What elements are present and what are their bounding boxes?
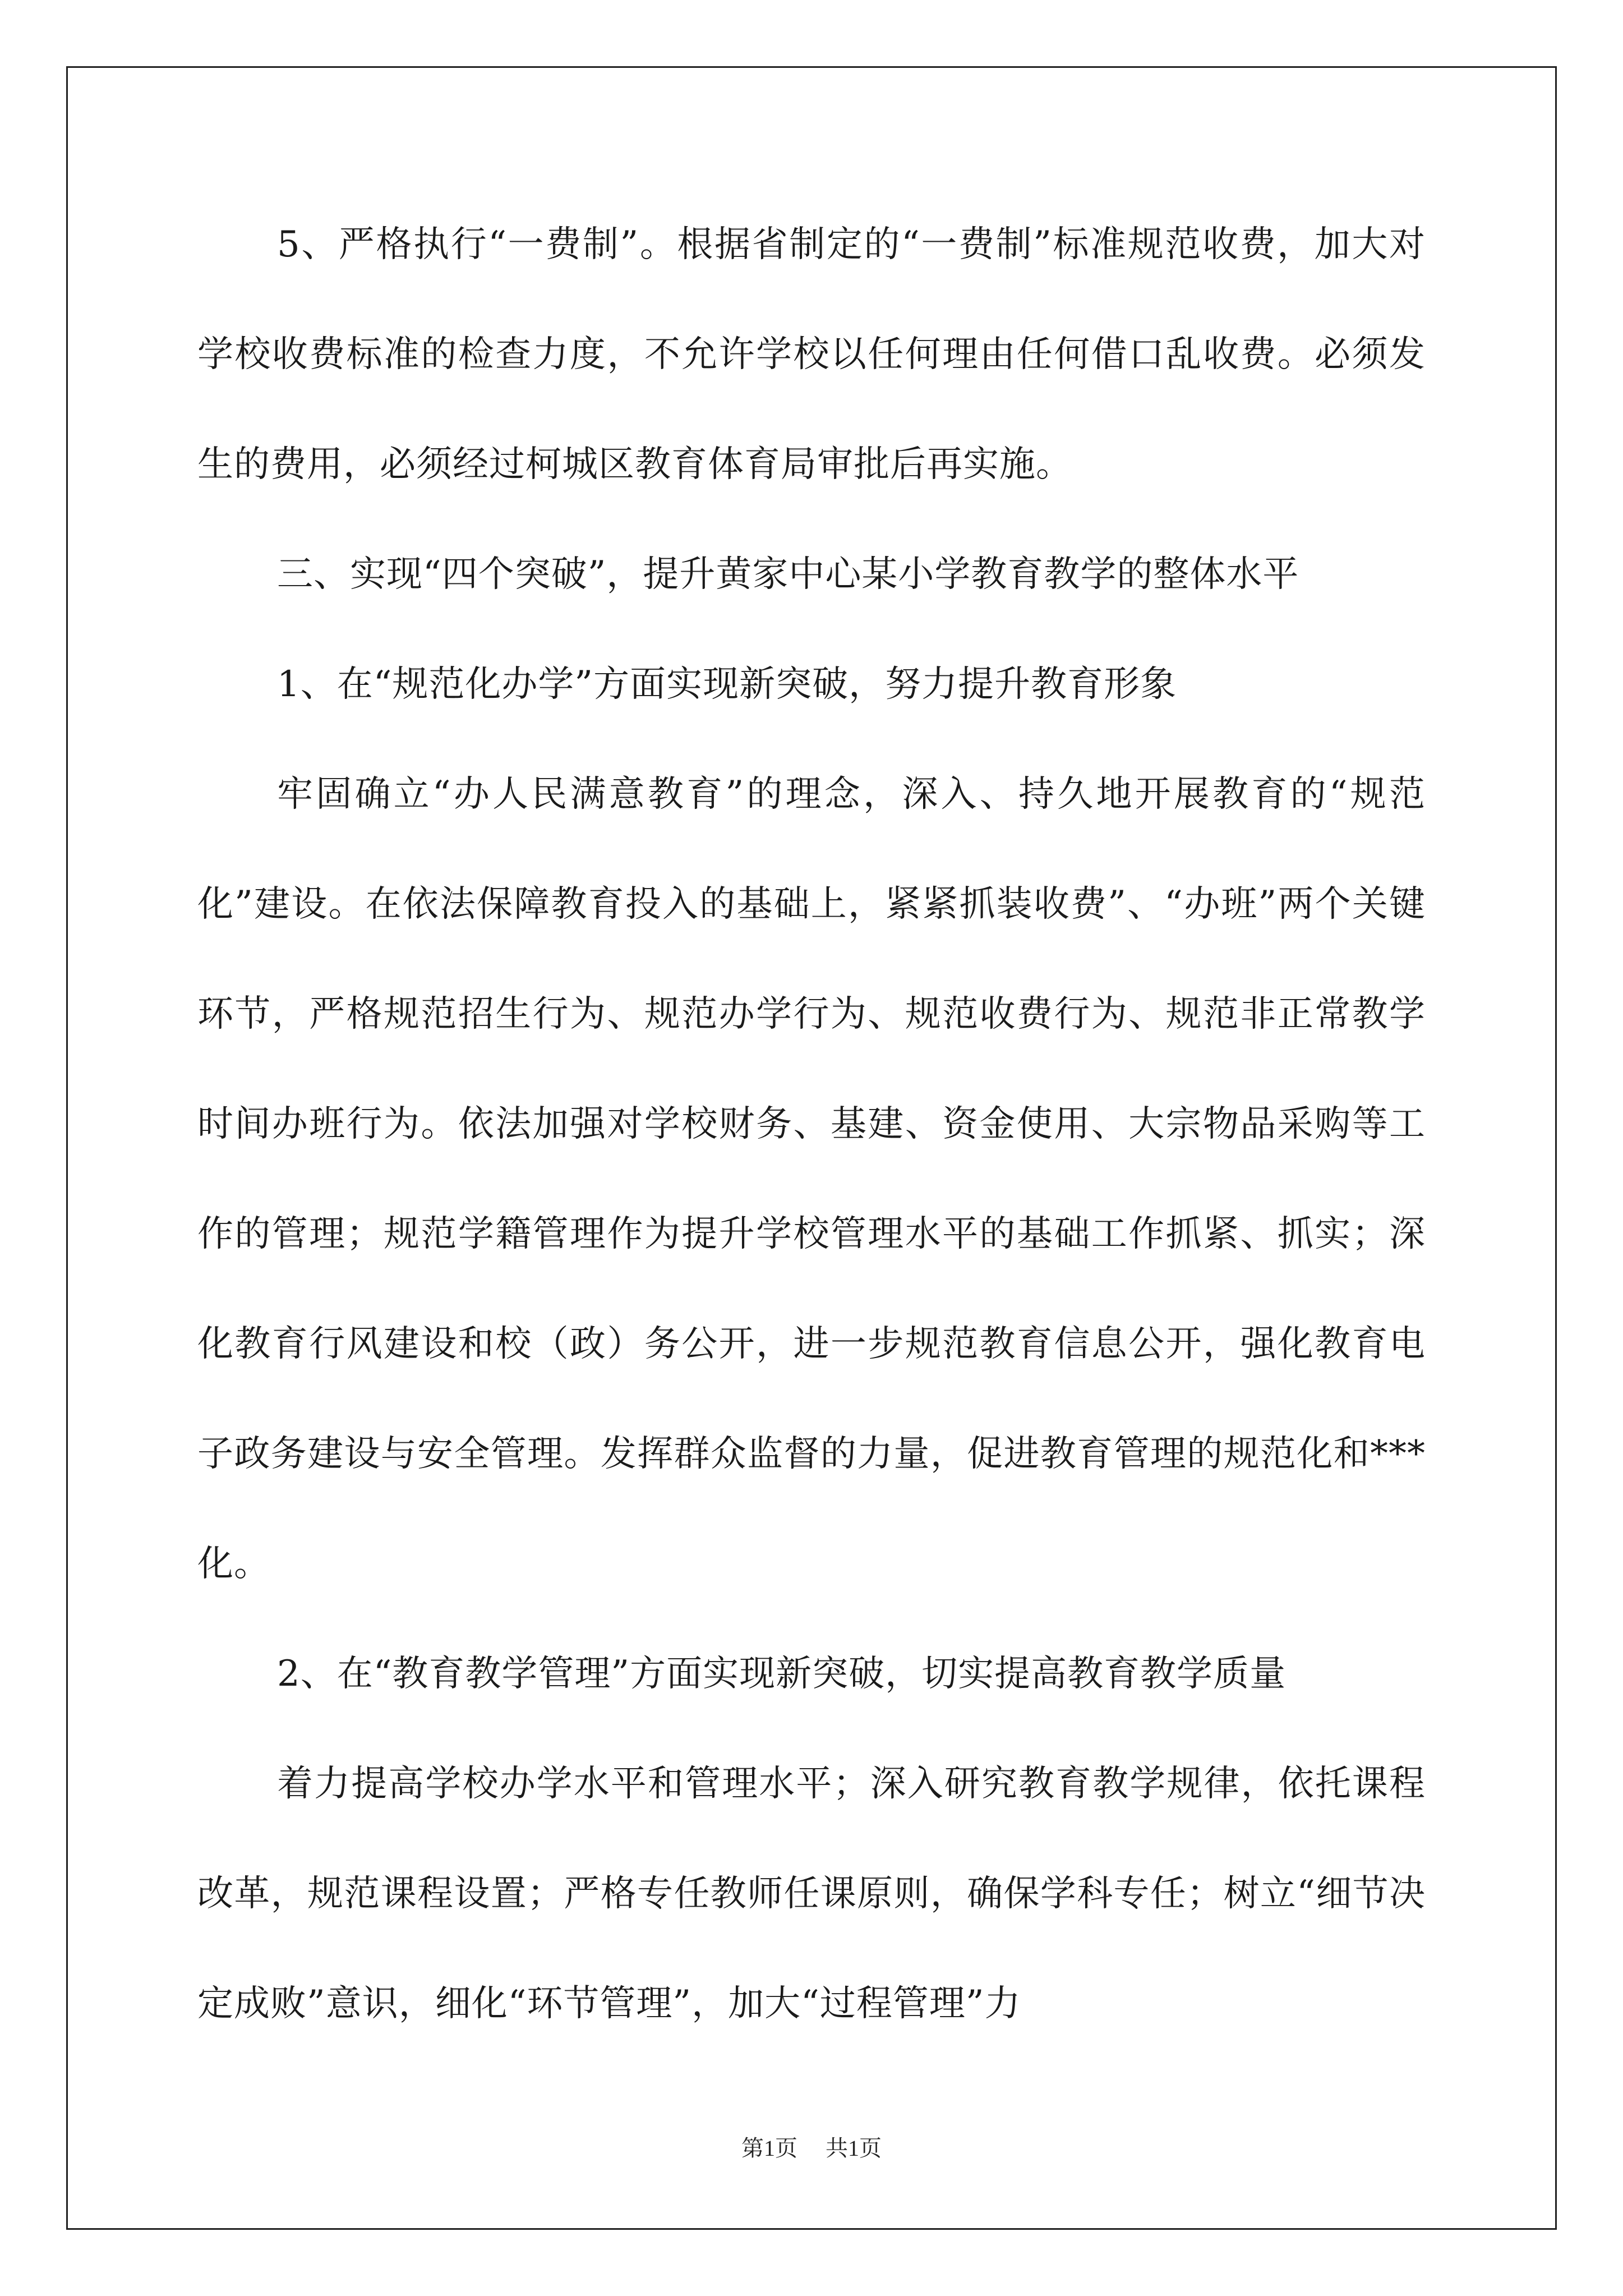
paragraph-standardized-schooling: 牢固确立“办人民满意教育”的理念，深入、持久地开展教育的“规范化”建设。在依法保障教育投入的基础上，紧紧抓装收费”、“办班”两个关键环节，严格规范招生行为、规范办学行为、规范收费行为、规范非正常教学时间办班行为。依法加强对学校财务、基建、资金使用、大宗物品采购等工作的管理；规范学籍管理作为提升学校管理水平的基础工作抓紧、抓实；深化教育行风建设和校（政）务公开，进一步规范教育信息公开，强化教育电子政务建设与安全管理。发挥群众监督的力量，促进教育管理的规范化和***化。 — [197, 774, 1426, 1585]
subheading-teaching-management: 2、在“教育教学管理”方面实现新突破，切实提高教育教学质量 — [277, 1653, 1287, 1695]
page-number-current: 第1页 — [741, 2136, 797, 2161]
page-footer — [0, 2131, 1623, 2162]
subheading-standardized-schooling: 1、在“规范化办学”方面实现新突破，努力提升教育形象 — [277, 664, 1177, 705]
paragraph-teaching-management: 着力提高学校办学水平和管理水平；深入研究教育教学规律，依托课程改革，规范课程设置；严格专任教师任课原则，确保学科专任；树立“细节决定成败”意识，细化“环节管理”，加大“过程管理”力 — [197, 1763, 1426, 2024]
section-heading-four-breakthroughs: 三、实现“四个突破”，提升黄家中心某小学教育教学的整体水平 — [277, 554, 1299, 595]
document-body — [197, 190, 1426, 2059]
page-number-total: 共1页 — [826, 2136, 882, 2161]
paragraph-fee-rule: 5、严格执行“一费制”。根据省制定的“一费制”标准规范收费，加大对学校收费标准的检查力度，不允许学校以任何理由任何借口乱收费。必须发生的费用，必须经过柯城区教育体育局审批后再实施。 — [197, 224, 1426, 485]
